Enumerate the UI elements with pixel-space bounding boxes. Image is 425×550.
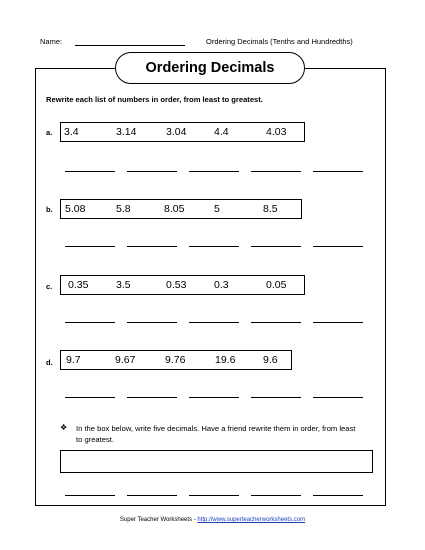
problem-d-label: d. bbox=[46, 358, 53, 367]
problem-a-label: a. bbox=[46, 128, 53, 137]
answer-blank[interactable] bbox=[251, 246, 301, 247]
page-title: Ordering Decimals bbox=[145, 60, 275, 76]
number: 9.76 bbox=[165, 354, 186, 366]
name-label: Name: bbox=[40, 37, 63, 46]
answer-blank[interactable] bbox=[313, 495, 363, 496]
title-pill bbox=[115, 52, 305, 84]
number: 19.6 bbox=[215, 354, 236, 366]
number: 9.7 bbox=[66, 354, 81, 366]
answer-blank[interactable] bbox=[127, 397, 177, 398]
problem-b-label: b. bbox=[46, 205, 53, 214]
footer-brand: Super Teacher Worksheets bbox=[119, 517, 193, 523]
footer-separator: - bbox=[192, 517, 198, 523]
footer bbox=[0, 517, 425, 523]
diamond-bullet-icon: ❖ bbox=[60, 423, 68, 432]
bonus-answer-box[interactable] bbox=[60, 450, 373, 473]
number: 4.03 bbox=[266, 126, 287, 138]
number: 5.08 bbox=[65, 203, 86, 215]
number: 0.53 bbox=[166, 279, 187, 291]
answer-blank[interactable] bbox=[65, 322, 115, 323]
problem-c-number-box bbox=[60, 275, 305, 295]
number: 8.05 bbox=[164, 203, 185, 215]
answer-blank[interactable] bbox=[189, 397, 239, 398]
instructions: Rewrite each list of numbers in order, from least to greatest. bbox=[46, 95, 263, 104]
number: 3.04 bbox=[166, 126, 187, 138]
answer-blank[interactable] bbox=[251, 397, 301, 398]
number: 0.05 bbox=[266, 279, 287, 291]
worksheet-subtitle: Ordering Decimals (Tenths and Hundredths) bbox=[206, 37, 353, 46]
answer-blank[interactable] bbox=[313, 322, 363, 323]
answer-blank[interactable] bbox=[65, 246, 115, 247]
problem-c-label: c. bbox=[46, 282, 53, 291]
number: 3.5 bbox=[116, 279, 131, 291]
answer-blank[interactable] bbox=[313, 171, 363, 172]
answer-blank[interactable] bbox=[251, 171, 301, 172]
answer-blank[interactable] bbox=[65, 171, 115, 172]
number: 8.5 bbox=[263, 203, 278, 215]
answer-blank[interactable] bbox=[313, 397, 363, 398]
problem-d-number-box bbox=[60, 350, 292, 370]
number: 0.35 bbox=[68, 279, 89, 291]
answer-blank[interactable] bbox=[127, 322, 177, 323]
number: 3.4 bbox=[64, 126, 79, 138]
answer-blank[interactable] bbox=[127, 246, 177, 247]
bonus-instructions: In the box below, write five decimals. Have a friend rewrite them in order, from least to greatest. bbox=[76, 424, 356, 444]
number: 0.3 bbox=[214, 279, 229, 291]
answer-blank[interactable] bbox=[251, 495, 301, 496]
answer-blank[interactable] bbox=[127, 171, 177, 172]
number: 5 bbox=[214, 203, 220, 215]
answer-blank[interactable] bbox=[65, 397, 115, 398]
answer-blank[interactable] bbox=[189, 171, 239, 172]
number: 5.8 bbox=[116, 203, 131, 215]
number: 9.6 bbox=[263, 354, 278, 366]
number: 3.14 bbox=[116, 126, 137, 138]
name-line[interactable] bbox=[75, 45, 185, 46]
number: 4.4 bbox=[214, 126, 229, 138]
answer-blank[interactable] bbox=[189, 495, 239, 496]
answer-blank[interactable] bbox=[189, 322, 239, 323]
answer-blank[interactable] bbox=[251, 322, 301, 323]
problem-a-number-box bbox=[60, 122, 305, 142]
footer-link[interactable]: http://www.superteacherworksheets.com bbox=[197, 517, 306, 523]
answer-blank[interactable] bbox=[313, 246, 363, 247]
answer-blank[interactable] bbox=[127, 495, 177, 496]
answer-blank[interactable] bbox=[65, 495, 115, 496]
problem-b-number-box bbox=[60, 199, 302, 219]
number: 9.67 bbox=[115, 354, 136, 366]
answer-blank[interactable] bbox=[189, 246, 239, 247]
